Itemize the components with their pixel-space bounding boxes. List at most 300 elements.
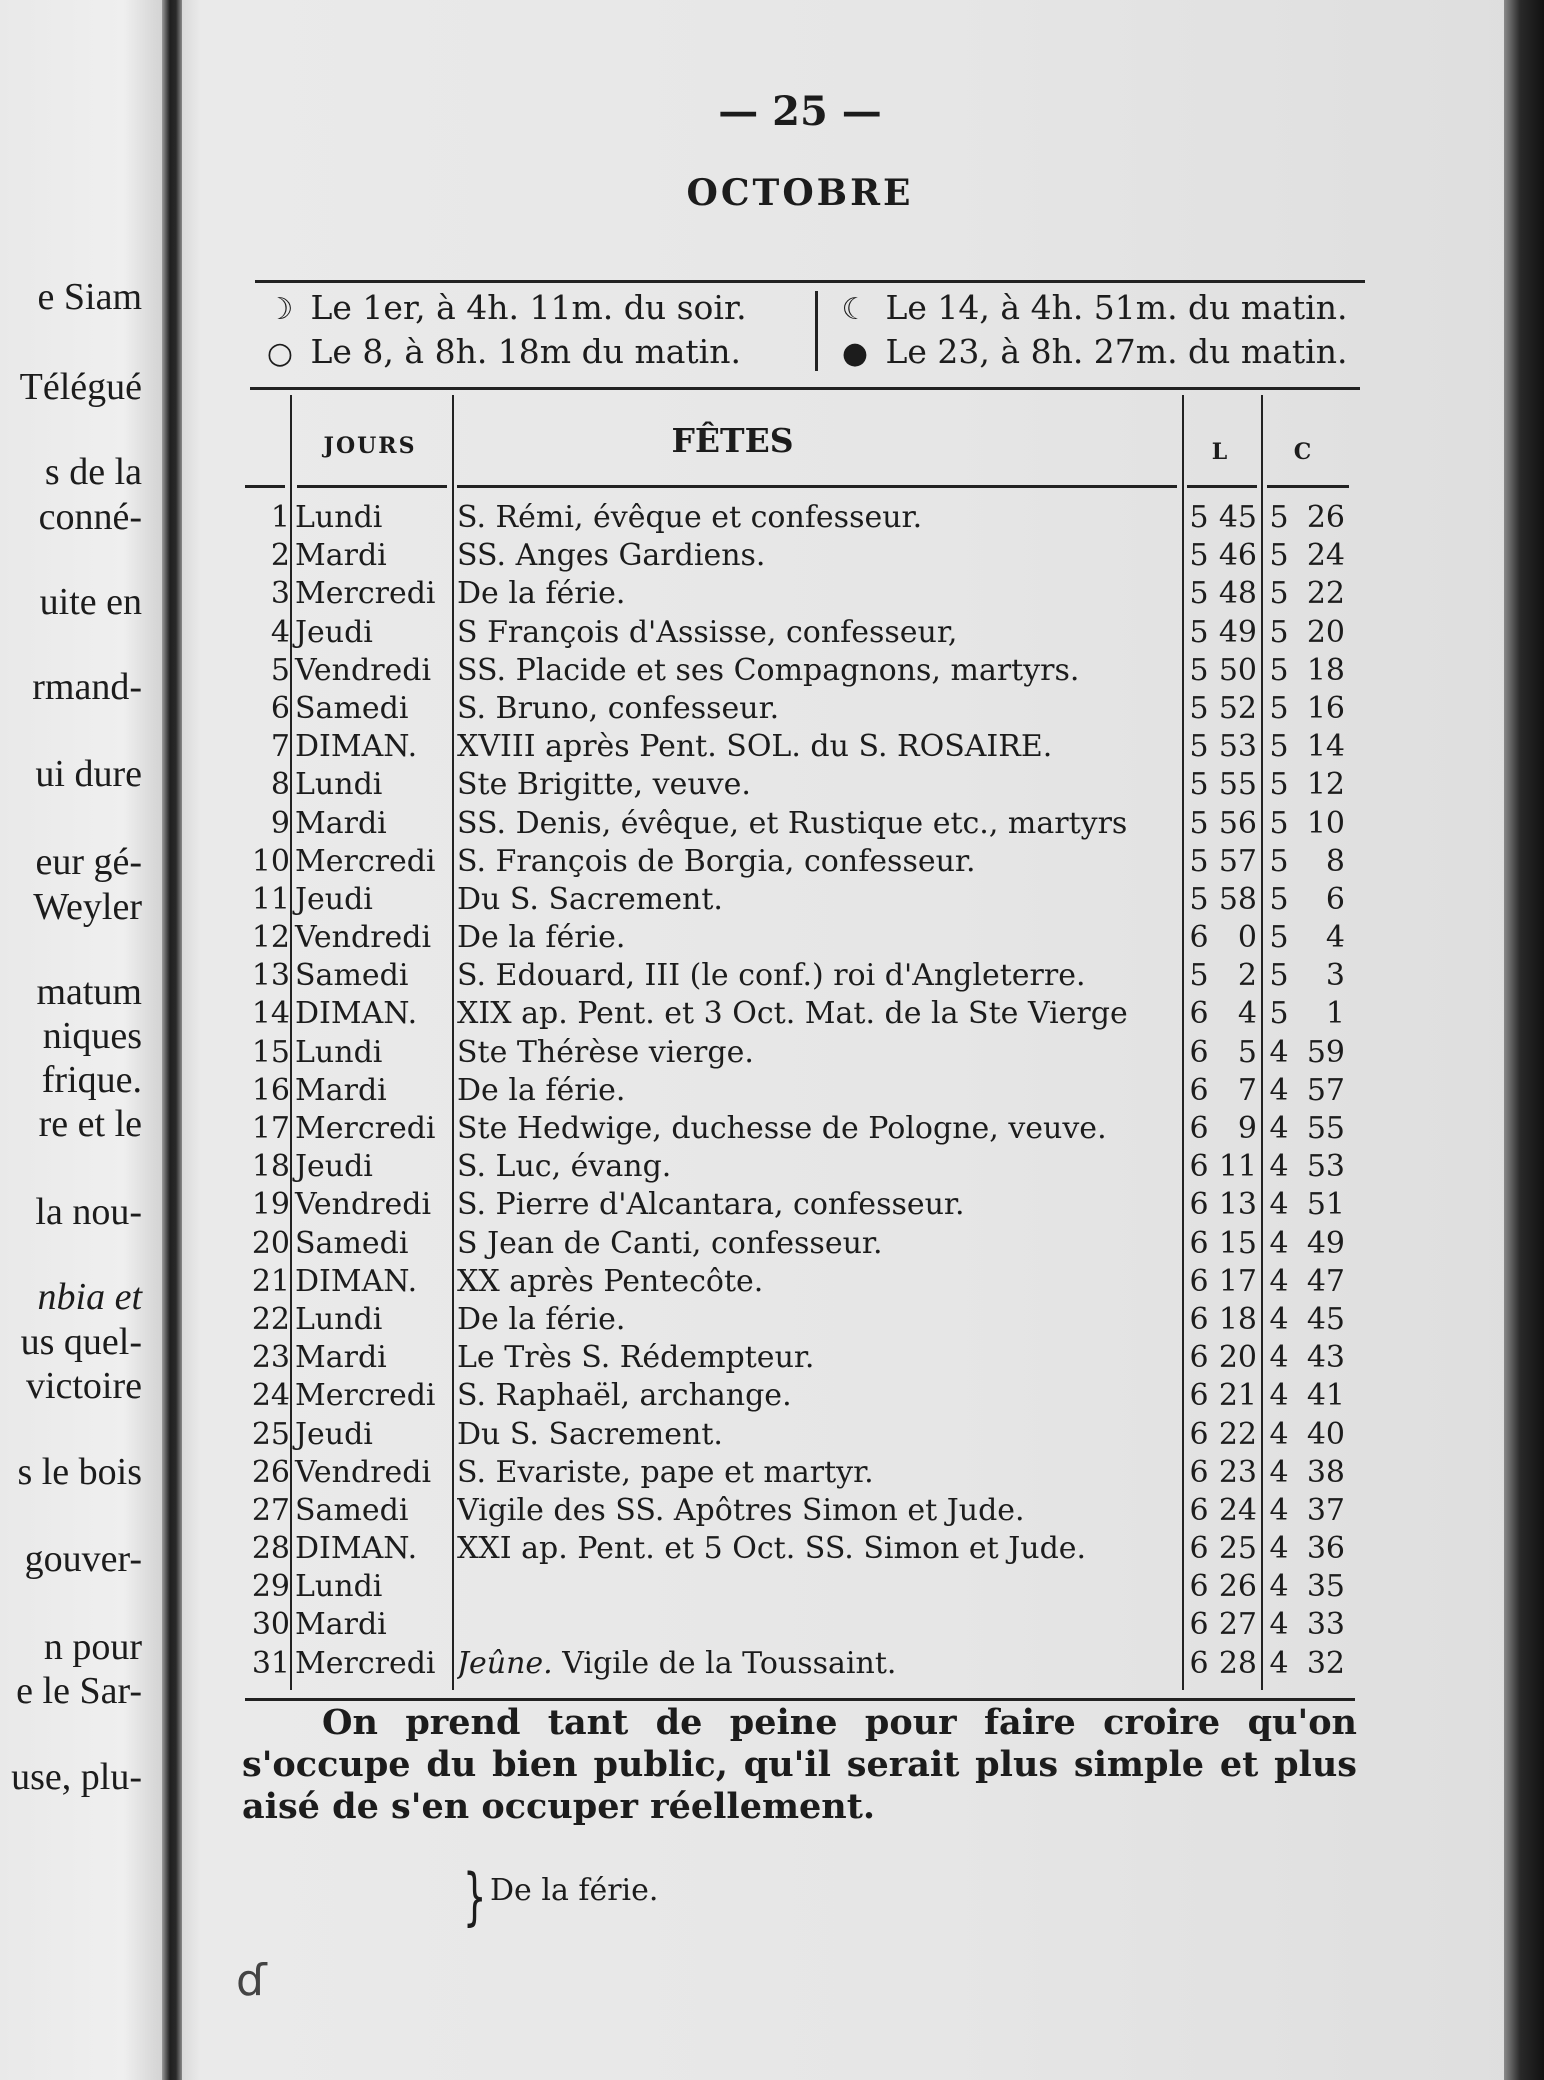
row-c-minute: 40: [1306, 1416, 1345, 1452]
row-l-minute: 17: [1218, 1263, 1257, 1299]
row-l-hour: 6: [1189, 1454, 1209, 1490]
row-c-hour: 4: [1269, 1416, 1289, 1452]
row-weekday: DIMAN.: [295, 996, 418, 1032]
moon-bottom-rule: [250, 387, 1360, 390]
table-row: [245, 1301, 1355, 1339]
row-fete: Ste Brigitte, veuve.: [457, 767, 751, 803]
row-c-minute: 38: [1306, 1454, 1345, 1490]
row-day-number: 31: [251, 1645, 290, 1681]
row-c-hour: 4: [1269, 1149, 1289, 1185]
row-fete: S. Rémi, évêque et confesseur.: [457, 500, 923, 535]
month-title: OCTOBRE: [686, 172, 914, 214]
row-day-number: 8: [270, 767, 290, 803]
row-l-hour: 5: [1189, 958, 1209, 994]
row-fete: De la férie.: [457, 576, 626, 612]
row-c-minute: 8: [1325, 843, 1345, 879]
moon-phases: [260, 287, 1360, 375]
row-l-hour: 6: [1189, 1072, 1209, 1108]
row-l-minute: 58: [1218, 881, 1257, 917]
last-quarter-moon-icon: ☾: [841, 292, 869, 327]
row-c-minute: 6: [1325, 881, 1345, 917]
book-spine: [162, 0, 182, 2080]
row-day-number: 9: [270, 805, 290, 841]
row-c-minute: 16: [1306, 690, 1345, 726]
row-c-minute: 24: [1306, 538, 1345, 574]
moon-first-quarter-text: Le 1er, à 4h. 11m. du soir.: [310, 288, 747, 327]
left-page-line: la nou-: [35, 1191, 142, 1233]
row-l-minute: 52: [1218, 690, 1257, 726]
left-page-line: conné-: [38, 496, 142, 538]
row-fete: SS. Anges Gardiens.: [457, 538, 766, 574]
table-row: [245, 1148, 1355, 1186]
row-c-hour: 5: [1269, 538, 1289, 574]
table-row: [245, 499, 1355, 537]
left-page-line: eur gé-: [35, 841, 142, 883]
left-page-line: re et le: [38, 1103, 142, 1145]
moon-first-quarter: [260, 287, 747, 331]
row-weekday: Lundi: [295, 500, 383, 535]
row-c-minute: 22: [1306, 576, 1345, 612]
row-c-hour: 4: [1269, 1340, 1289, 1376]
row-c-minute: 45: [1306, 1301, 1345, 1337]
row-day-number: 11: [251, 881, 290, 917]
row-c-minute: 32: [1306, 1645, 1345, 1681]
row-c-hour: 5: [1269, 843, 1289, 879]
row-l-minute: 55: [1218, 767, 1257, 803]
moon-new: [835, 331, 1347, 375]
row-l-minute: 9: [1237, 1111, 1257, 1146]
row-c-hour: 5: [1269, 920, 1289, 956]
table-row: [245, 766, 1355, 804]
row-l-minute: 22: [1218, 1416, 1257, 1452]
row-l-minute: 24: [1218, 1492, 1257, 1528]
row-c-hour: 5: [1269, 690, 1289, 726]
row-c-hour: 4: [1269, 1569, 1289, 1605]
row-day-number: 24: [251, 1378, 290, 1414]
row-weekday: Mercredi: [295, 1111, 436, 1146]
row-fete: Du S. Sacrement.: [457, 881, 723, 917]
row-fete: S. Bruno, confesseur.: [457, 690, 780, 726]
row-c-minute: 4: [1325, 920, 1345, 956]
row-l-minute: 25: [1218, 1531, 1257, 1567]
row-l-hour: 5: [1189, 843, 1209, 879]
row-l-minute: 28: [1218, 1645, 1257, 1681]
row-l-hour: 5: [1189, 690, 1209, 726]
row-fete: De la férie.: [457, 1072, 626, 1108]
row-c-hour: 4: [1269, 1454, 1289, 1490]
row-c-minute: 12: [1306, 767, 1345, 803]
row-day-number: 22: [251, 1301, 290, 1337]
row-l-hour: 5: [1189, 576, 1209, 612]
row-weekday: Jeudi: [295, 881, 373, 917]
row-weekday: Samedi: [295, 1492, 409, 1528]
row-fete: XIX ap. Pent. et 3 Oct. Mat. de la Ste Vierge: [457, 996, 1128, 1032]
row-weekday: DIMAN.: [295, 1263, 418, 1299]
row-l-hour: 6: [1189, 1607, 1209, 1643]
row-weekday: Lundi: [295, 767, 383, 803]
table-row: [245, 1416, 1355, 1454]
row-weekday: Mardi: [295, 1607, 387, 1643]
table-row: [245, 1225, 1355, 1263]
pencil-mark: ɗ: [236, 1955, 267, 2006]
row-weekday: DIMAN.: [295, 1531, 418, 1567]
row-c-hour: 4: [1269, 1607, 1289, 1643]
row-fete: XVIII après Pent. SOL. du S. ROSAIRE.: [457, 729, 1053, 765]
row-c-hour: 5: [1269, 805, 1289, 841]
row-l-minute: 4: [1237, 996, 1257, 1032]
header-c: C: [1293, 439, 1312, 465]
row-l-minute: 57: [1218, 843, 1257, 879]
row-c-hour: 5: [1269, 614, 1289, 650]
row-day-number: 1: [270, 500, 290, 535]
table-row: [245, 728, 1355, 766]
row-fete: SS. Denis, évêque, et Rustique etc., martyrs: [457, 805, 1128, 841]
left-page-line: niques: [42, 1015, 142, 1057]
row-fete: S François d'Assisse, confesseur,: [457, 614, 958, 650]
row-c-minute: 51: [1306, 1187, 1345, 1223]
row-day-number: 14: [251, 996, 290, 1032]
row-c-hour: 5: [1269, 767, 1289, 803]
row-weekday: Lundi: [295, 1034, 383, 1070]
row-l-minute: 15: [1218, 1225, 1257, 1261]
bracket-icon: }: [462, 1860, 487, 1933]
row-c-minute: 37: [1306, 1492, 1345, 1528]
row-weekday: Jeudi: [295, 1149, 373, 1185]
row-day-number: 10: [251, 843, 290, 879]
calendar-rows: [245, 499, 1355, 1683]
left-page-line: matum: [36, 971, 142, 1013]
row-c-minute: 43: [1306, 1340, 1345, 1376]
row-l-minute: 5: [1237, 1034, 1257, 1070]
row-day-number: 23: [251, 1340, 290, 1376]
row-c-hour: 4: [1269, 1645, 1289, 1681]
row-fete: Ste Hedwige, duchesse de Pologne, veuve.: [457, 1111, 1107, 1146]
row-c-hour: 5: [1269, 881, 1289, 917]
row-l-hour: 6: [1189, 1416, 1209, 1452]
table-row: [245, 1492, 1355, 1530]
full-moon-icon: ○: [266, 336, 294, 371]
row-day-number: 20: [251, 1225, 290, 1261]
row-l-hour: 5: [1189, 767, 1209, 803]
row-day-number: 27: [251, 1492, 290, 1528]
row-c-hour: 4: [1269, 1187, 1289, 1223]
row-l-hour: 6: [1189, 1340, 1209, 1376]
row-c-hour: 5: [1269, 576, 1289, 612]
row-fete: XX après Pentecôte.: [457, 1263, 764, 1299]
table-row: [245, 1263, 1355, 1301]
row-day-number: 29: [251, 1569, 290, 1605]
left-page-line: Télégué: [19, 366, 142, 408]
row-weekday: Samedi: [295, 1225, 409, 1261]
row-day-number: 30: [251, 1607, 290, 1643]
row-l-hour: 6: [1189, 1378, 1209, 1414]
row-day-number: 28: [251, 1531, 290, 1567]
row-l-minute: 7: [1237, 1072, 1257, 1108]
row-l-hour: 5: [1189, 805, 1209, 841]
table-row: [245, 1377, 1355, 1415]
row-c-hour: 5: [1269, 729, 1289, 765]
row-weekday: Mercredi: [295, 843, 436, 879]
moon-new-text: Le 23, à 8h. 27m. du matin.: [885, 332, 1348, 371]
left-page-line: e le Sar-: [16, 1670, 142, 1712]
row-l-hour: 6: [1189, 1225, 1209, 1261]
row-c-minute: 57: [1306, 1072, 1345, 1108]
row-c-minute: 41: [1306, 1378, 1345, 1414]
first-quarter-moon-icon: ☽: [266, 292, 294, 327]
row-c-hour: 5: [1269, 996, 1289, 1032]
row-day-number: 25: [251, 1416, 290, 1452]
moon-col-left: [260, 287, 747, 375]
header-l: L: [1211, 439, 1228, 465]
row-fete: S. Evariste, pape et martyr.: [457, 1454, 874, 1490]
table-row: [245, 575, 1355, 613]
table-row: [245, 1568, 1355, 1606]
table-row: [245, 1110, 1355, 1148]
left-page-line: Weyler: [33, 886, 142, 928]
table-row: [245, 690, 1355, 728]
table-row: [245, 881, 1355, 919]
moon-last-quarter: [835, 287, 1347, 331]
footer-quote: On prend tant de peine pour faire croire qu'on s'occupe du bien public, qu'il serait plus simple et plus aisé de s'en occuper réellement.: [242, 1702, 1357, 1827]
row-l-minute: 27: [1218, 1607, 1257, 1643]
row-weekday: Samedi: [295, 958, 409, 994]
table-row: [245, 1072, 1355, 1110]
row-l-hour: 5: [1189, 538, 1209, 574]
table-row: [245, 1454, 1355, 1492]
row-weekday: Lundi: [295, 1301, 383, 1337]
row-fete: XXI ap. Pent. et 5 Oct. SS. Simon et Jude.: [457, 1531, 1087, 1567]
row-c-hour: 4: [1269, 1378, 1289, 1414]
row-day-number: 19: [251, 1187, 290, 1223]
header-rule: [1267, 485, 1349, 488]
row-c-minute: 1: [1325, 996, 1345, 1032]
moon-full: [260, 331, 747, 375]
header-rule: [457, 485, 1177, 488]
row-l-hour: 6: [1189, 996, 1209, 1032]
row-weekday: Vendredi: [295, 1454, 432, 1490]
row-l-minute: 53: [1218, 729, 1257, 765]
row-c-hour: 5: [1269, 652, 1289, 688]
row-c-minute: 14: [1306, 729, 1345, 765]
left-page-line: us quel-: [20, 1321, 142, 1363]
row-l-minute: 2: [1237, 958, 1257, 994]
row-c-hour: 5: [1269, 500, 1289, 535]
left-page-line: nbia et: [37, 1276, 142, 1318]
row-fete: S. Luc, évang.: [457, 1149, 672, 1185]
row-fete: Vigile des SS. Apôtres Simon et Jude.: [457, 1492, 1025, 1528]
row-c-hour: 4: [1269, 1034, 1289, 1070]
row-l-hour: 6: [1189, 1034, 1209, 1070]
left-page-line: frique.: [41, 1059, 142, 1101]
table-row: [245, 1186, 1355, 1224]
row-day-number: 21: [251, 1263, 290, 1299]
left-page-line: n pour: [43, 1626, 142, 1668]
row-l-minute: 13: [1218, 1187, 1257, 1223]
row-l-hour: 6: [1189, 1531, 1209, 1567]
row-weekday: Mardi: [295, 538, 387, 574]
row-fete: S. Raphaël, archange.: [457, 1378, 792, 1414]
row-fete: Ste Thérèse vierge.: [457, 1034, 754, 1070]
moon-col-right: [835, 287, 1347, 375]
row-c-minute: 18: [1306, 652, 1345, 688]
table-row: [245, 1606, 1355, 1644]
row-c-hour: 4: [1269, 1263, 1289, 1299]
row-weekday: DIMAN.: [295, 729, 418, 765]
row-day-number: 18: [251, 1149, 290, 1185]
row-c-hour: 4: [1269, 1111, 1289, 1146]
table-row: [245, 805, 1355, 843]
row-l-minute: 46: [1218, 538, 1257, 574]
table-row: [245, 1530, 1355, 1568]
row-l-minute: 23: [1218, 1454, 1257, 1490]
row-l-minute: 20: [1218, 1340, 1257, 1376]
row-l-hour: 5: [1189, 614, 1209, 650]
row-day-number: 16: [251, 1072, 290, 1108]
row-c-minute: 10: [1306, 805, 1345, 841]
row-c-hour: 4: [1269, 1531, 1289, 1567]
row-c-minute: 35: [1306, 1569, 1345, 1605]
row-l-hour: 6: [1189, 1492, 1209, 1528]
table-row: [245, 1339, 1355, 1377]
row-l-hour: 6: [1189, 1645, 1209, 1681]
row-weekday: Mardi: [295, 1072, 387, 1108]
row-weekday: Lundi: [295, 1569, 383, 1605]
row-l-hour: 6: [1189, 920, 1209, 956]
row-c-minute: 55: [1306, 1111, 1345, 1146]
row-day-number: 3: [270, 576, 290, 612]
row-c-hour: 4: [1269, 1301, 1289, 1337]
left-page-line: gouver-: [24, 1538, 142, 1580]
row-weekday: Mercredi: [295, 1378, 436, 1414]
row-day-number: 12: [251, 920, 290, 956]
header-jours: JOURS: [323, 433, 417, 459]
row-fete: De la férie.: [457, 920, 626, 956]
row-weekday: Jeudi: [295, 1416, 373, 1452]
row-l-hour: 6: [1189, 1569, 1209, 1605]
row-l-minute: 56: [1218, 805, 1257, 841]
table-row: [245, 652, 1355, 690]
row-day-number: 5: [270, 652, 290, 688]
row-l-hour: 6: [1189, 1187, 1209, 1223]
row-l-hour: 5: [1189, 881, 1209, 917]
row-l-hour: 5: [1189, 500, 1209, 535]
row-c-minute: 49: [1306, 1225, 1345, 1261]
left-page-line: use, plu-: [11, 1756, 142, 1798]
row-c-hour: 5: [1269, 958, 1289, 994]
row-day-number: 7: [270, 729, 290, 765]
row-fete: SS. Placide et ses Compagnons, martyrs.: [457, 652, 1080, 688]
row-l-minute: 11: [1218, 1149, 1257, 1185]
row-weekday: Mardi: [295, 1340, 387, 1376]
row-l-minute: 26: [1218, 1569, 1257, 1605]
row-l-minute: 0: [1237, 920, 1257, 956]
left-page-line: e Siam: [37, 276, 142, 318]
table-row: [245, 537, 1355, 575]
row-weekday: Vendredi: [295, 920, 432, 956]
table-bottom-rule: [245, 1698, 1355, 1701]
row-c-hour: 4: [1269, 1492, 1289, 1528]
row-fete: Le Très S. Rédempteur.: [457, 1340, 815, 1376]
row-c-minute: 33: [1306, 1607, 1345, 1643]
row-day-number: 2: [270, 538, 290, 574]
header-fetes: FÊTES: [671, 421, 794, 460]
moon-full-text: Le 8, à 8h. 18m du matin.: [310, 332, 741, 371]
bracket-fete: De la férie.: [490, 1873, 659, 1908]
header-rule: [245, 485, 285, 488]
row-weekday: Vendredi: [295, 1187, 432, 1223]
table-row: [245, 1034, 1355, 1072]
row-c-minute: 36: [1306, 1531, 1345, 1567]
left-page-line: rmand-: [32, 666, 142, 708]
row-weekday: Samedi: [295, 690, 409, 726]
left-page-line: ui dure: [35, 753, 142, 795]
row-day-number: 26: [251, 1454, 290, 1490]
row-l-minute: 50: [1218, 652, 1257, 688]
row-day-number: 13: [251, 958, 290, 994]
row-l-hour: 5: [1189, 652, 1209, 688]
row-c-minute: 59: [1306, 1034, 1345, 1070]
row-c-hour: 4: [1269, 1072, 1289, 1108]
page-number: — 25 —: [718, 88, 882, 135]
table-row: [245, 957, 1355, 995]
new-moon-icon: ●: [841, 336, 869, 371]
row-c-minute: 53: [1306, 1149, 1345, 1185]
row-c-minute: 3: [1325, 958, 1345, 994]
row-weekday: Mercredi: [295, 576, 436, 612]
row-fete: S. Pierre d'Alcantara, confesseur.: [457, 1187, 965, 1223]
table-row: [245, 843, 1355, 881]
moon-divider: [815, 291, 818, 371]
header-rule: [1187, 485, 1257, 488]
row-day-number: 6: [270, 690, 290, 726]
row-day-number: 4: [270, 614, 290, 650]
table-row: [245, 614, 1355, 652]
moon-last-quarter-text: Le 14, à 4h. 51m. du matin.: [885, 288, 1348, 327]
row-l-minute: 21: [1218, 1378, 1257, 1414]
row-day-number: 15: [251, 1034, 290, 1070]
row-l-hour: 6: [1189, 1301, 1209, 1337]
row-l-hour: 6: [1189, 1149, 1209, 1185]
row-weekday: Vendredi: [295, 652, 432, 688]
row-fete: S Jean de Canti, confesseur.: [457, 1225, 883, 1261]
row-weekday: Mercredi: [295, 1645, 436, 1681]
row-l-minute: 45: [1218, 500, 1257, 535]
table-row: [245, 919, 1355, 957]
row-c-minute: 20: [1306, 614, 1345, 650]
row-c-hour: 4: [1269, 1225, 1289, 1261]
row-fete: S. Edouard, III (le conf.) roi d'Angleterre.: [457, 958, 1086, 994]
row-fete: De la férie.: [457, 1301, 626, 1337]
table-row: [245, 1645, 1355, 1683]
left-page-line: victoire: [25, 1365, 142, 1407]
row-day-number: 17: [251, 1111, 290, 1146]
top-rule: [255, 280, 1365, 283]
row-l-minute: 18: [1218, 1301, 1257, 1337]
row-c-minute: 26: [1306, 500, 1345, 535]
row-l-minute: 48: [1218, 576, 1257, 612]
row-l-hour: 6: [1189, 1263, 1209, 1299]
row-weekday: Jeudi: [295, 614, 373, 650]
row-fete: Jeûne. Vigile de la Toussaint.: [457, 1645, 897, 1681]
row-fete: Du S. Sacrement.: [457, 1416, 723, 1452]
row-c-minute: 47: [1306, 1263, 1345, 1299]
row-l-minute: 49: [1218, 614, 1257, 650]
table-row: [245, 995, 1355, 1033]
left-page-line: s le bois: [17, 1451, 142, 1493]
left-page-fragment: [0, 0, 160, 2080]
left-page-line: s de la: [44, 451, 142, 493]
row-fete: S. François de Borgia, confesseur.: [457, 843, 976, 879]
